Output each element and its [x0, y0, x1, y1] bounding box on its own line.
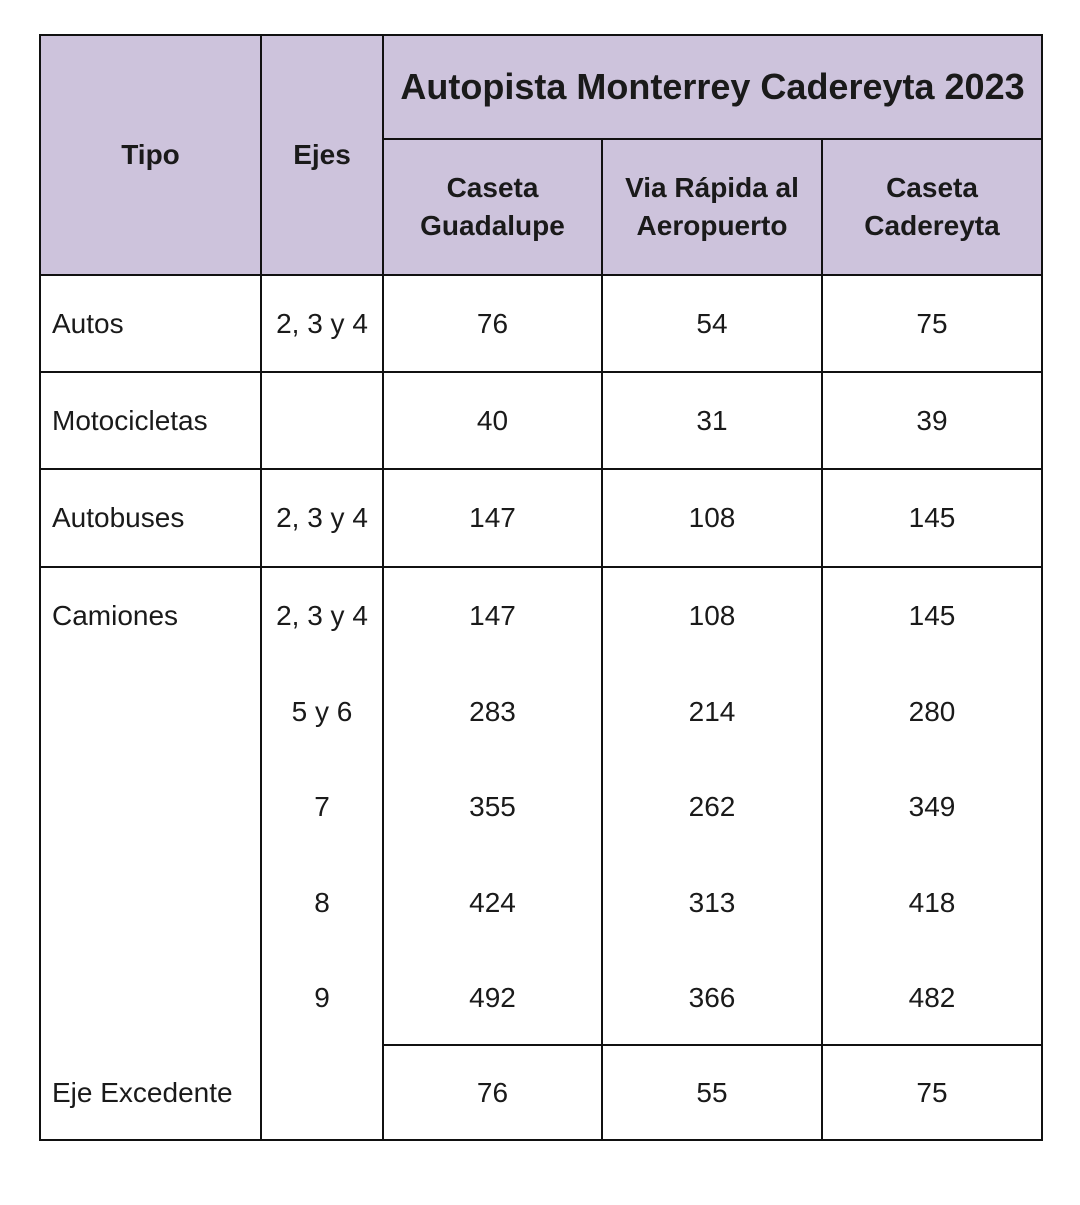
row-eje-excedente-tipo: Eje Excedente — [52, 1077, 233, 1108]
row-camiones-9-ejes: 9 — [314, 981, 330, 1013]
row-camiones-7-aeropuerto: 262 — [688, 790, 736, 822]
row-camiones-7-cadereyta: 349 — [908, 790, 956, 822]
header-caseta-guadalupe: Caseta Guadalupe — [420, 172, 565, 241]
row-autos-tipo: Autos — [52, 307, 124, 339]
row-camiones-7-ejes: 7 — [314, 790, 330, 822]
row-camiones-tipo: Camiones — [52, 600, 179, 631]
grid-line-header-split — [383, 138, 1043, 140]
header-via-rapida: Via Rápida al Aeropuerto — [625, 172, 799, 241]
row-camiones-9-guadalupe: 492 — [469, 981, 516, 1013]
row-camiones-cadereyta: 145 — [908, 600, 956, 631]
grid-line-col2-col3 — [821, 138, 823, 1141]
row-camiones-9-aeropuerto: 366 — [688, 981, 736, 1013]
header-tipo: Tipo — [121, 139, 180, 170]
row-autobuses-guadalupe: 147 — [469, 502, 516, 533]
row-autobuses-ejes: 2, 3 y 4 — [276, 502, 368, 533]
row-motocicletas-tipo: Motocicletas — [52, 404, 208, 436]
grid-line-bottom — [40, 1139, 1043, 1141]
row-camiones-8-ejes: 8 — [314, 886, 330, 918]
grid-line-row2 — [40, 468, 1043, 470]
row-camiones-5y6-cadereyta: 280 — [908, 695, 956, 727]
row-camiones-aeropuerto: 108 — [688, 600, 736, 631]
row-autos-ejes: 2, 3 y 4 — [276, 307, 368, 339]
row-camiones-5y6-ejes: 5 y 6 — [291, 695, 353, 727]
row-camiones-8-guadalupe: 424 — [469, 886, 516, 918]
grid-line-right — [1041, 34, 1043, 1141]
grid-line-header-bottom — [40, 274, 1043, 276]
row-camiones-guadalupe: 147 — [469, 600, 516, 631]
header-ejes: Ejes — [293, 139, 351, 170]
row-autobuses-tipo: Autobuses — [52, 502, 185, 533]
row-autos-cadereyta: 75 — [916, 307, 948, 339]
row-eje-excedente-cadereyta: 75 — [916, 1077, 948, 1108]
grid-line-top — [40, 34, 1043, 36]
row-camiones-7-guadalupe: 355 — [469, 790, 516, 822]
grid-line-row3 — [40, 566, 1043, 568]
row-camiones-8-cadereyta: 418 — [908, 886, 956, 918]
table-title: Autopista Monterrey Cadereyta 2023 — [400, 66, 1025, 107]
row-autobuses-aeropuerto: 108 — [688, 502, 736, 533]
grid-line-tipo-ejes — [260, 34, 262, 1141]
row-motocicletas-guadalupe: 40 — [476, 404, 509, 436]
grid-line-row1 — [40, 371, 1043, 373]
row-eje-excedente-guadalupe: 76 — [476, 1077, 509, 1108]
row-camiones-ejes: 2, 3 y 4 — [276, 600, 368, 631]
row-autos-guadalupe: 76 — [476, 307, 509, 339]
row-autos-aeropuerto: 54 — [696, 307, 728, 339]
row-motocicletas-ejes — [261, 372, 383, 469]
row-eje-excedente-aeropuerto: 55 — [696, 1077, 728, 1108]
grid-line-left — [39, 34, 41, 1141]
header-caseta-cadereyta: Caseta Cadereyta — [864, 172, 1000, 241]
row-camiones-5y6-guadalupe: 283 — [469, 695, 516, 727]
grid-line-col1-col2 — [601, 138, 603, 1141]
row-autobuses-cadereyta: 145 — [908, 502, 956, 533]
grid-line-excedente — [383, 1044, 1043, 1046]
grid-line-ejes-values — [382, 34, 384, 1141]
row-camiones-5y6-aeropuerto: 214 — [688, 695, 736, 727]
row-motocicletas-cadereyta: 39 — [916, 404, 948, 436]
row-camiones-9-cadereyta: 482 — [908, 981, 956, 1013]
row-camiones-8-aeropuerto: 313 — [688, 886, 736, 918]
row-motocicletas-aeropuerto: 31 — [696, 404, 728, 436]
